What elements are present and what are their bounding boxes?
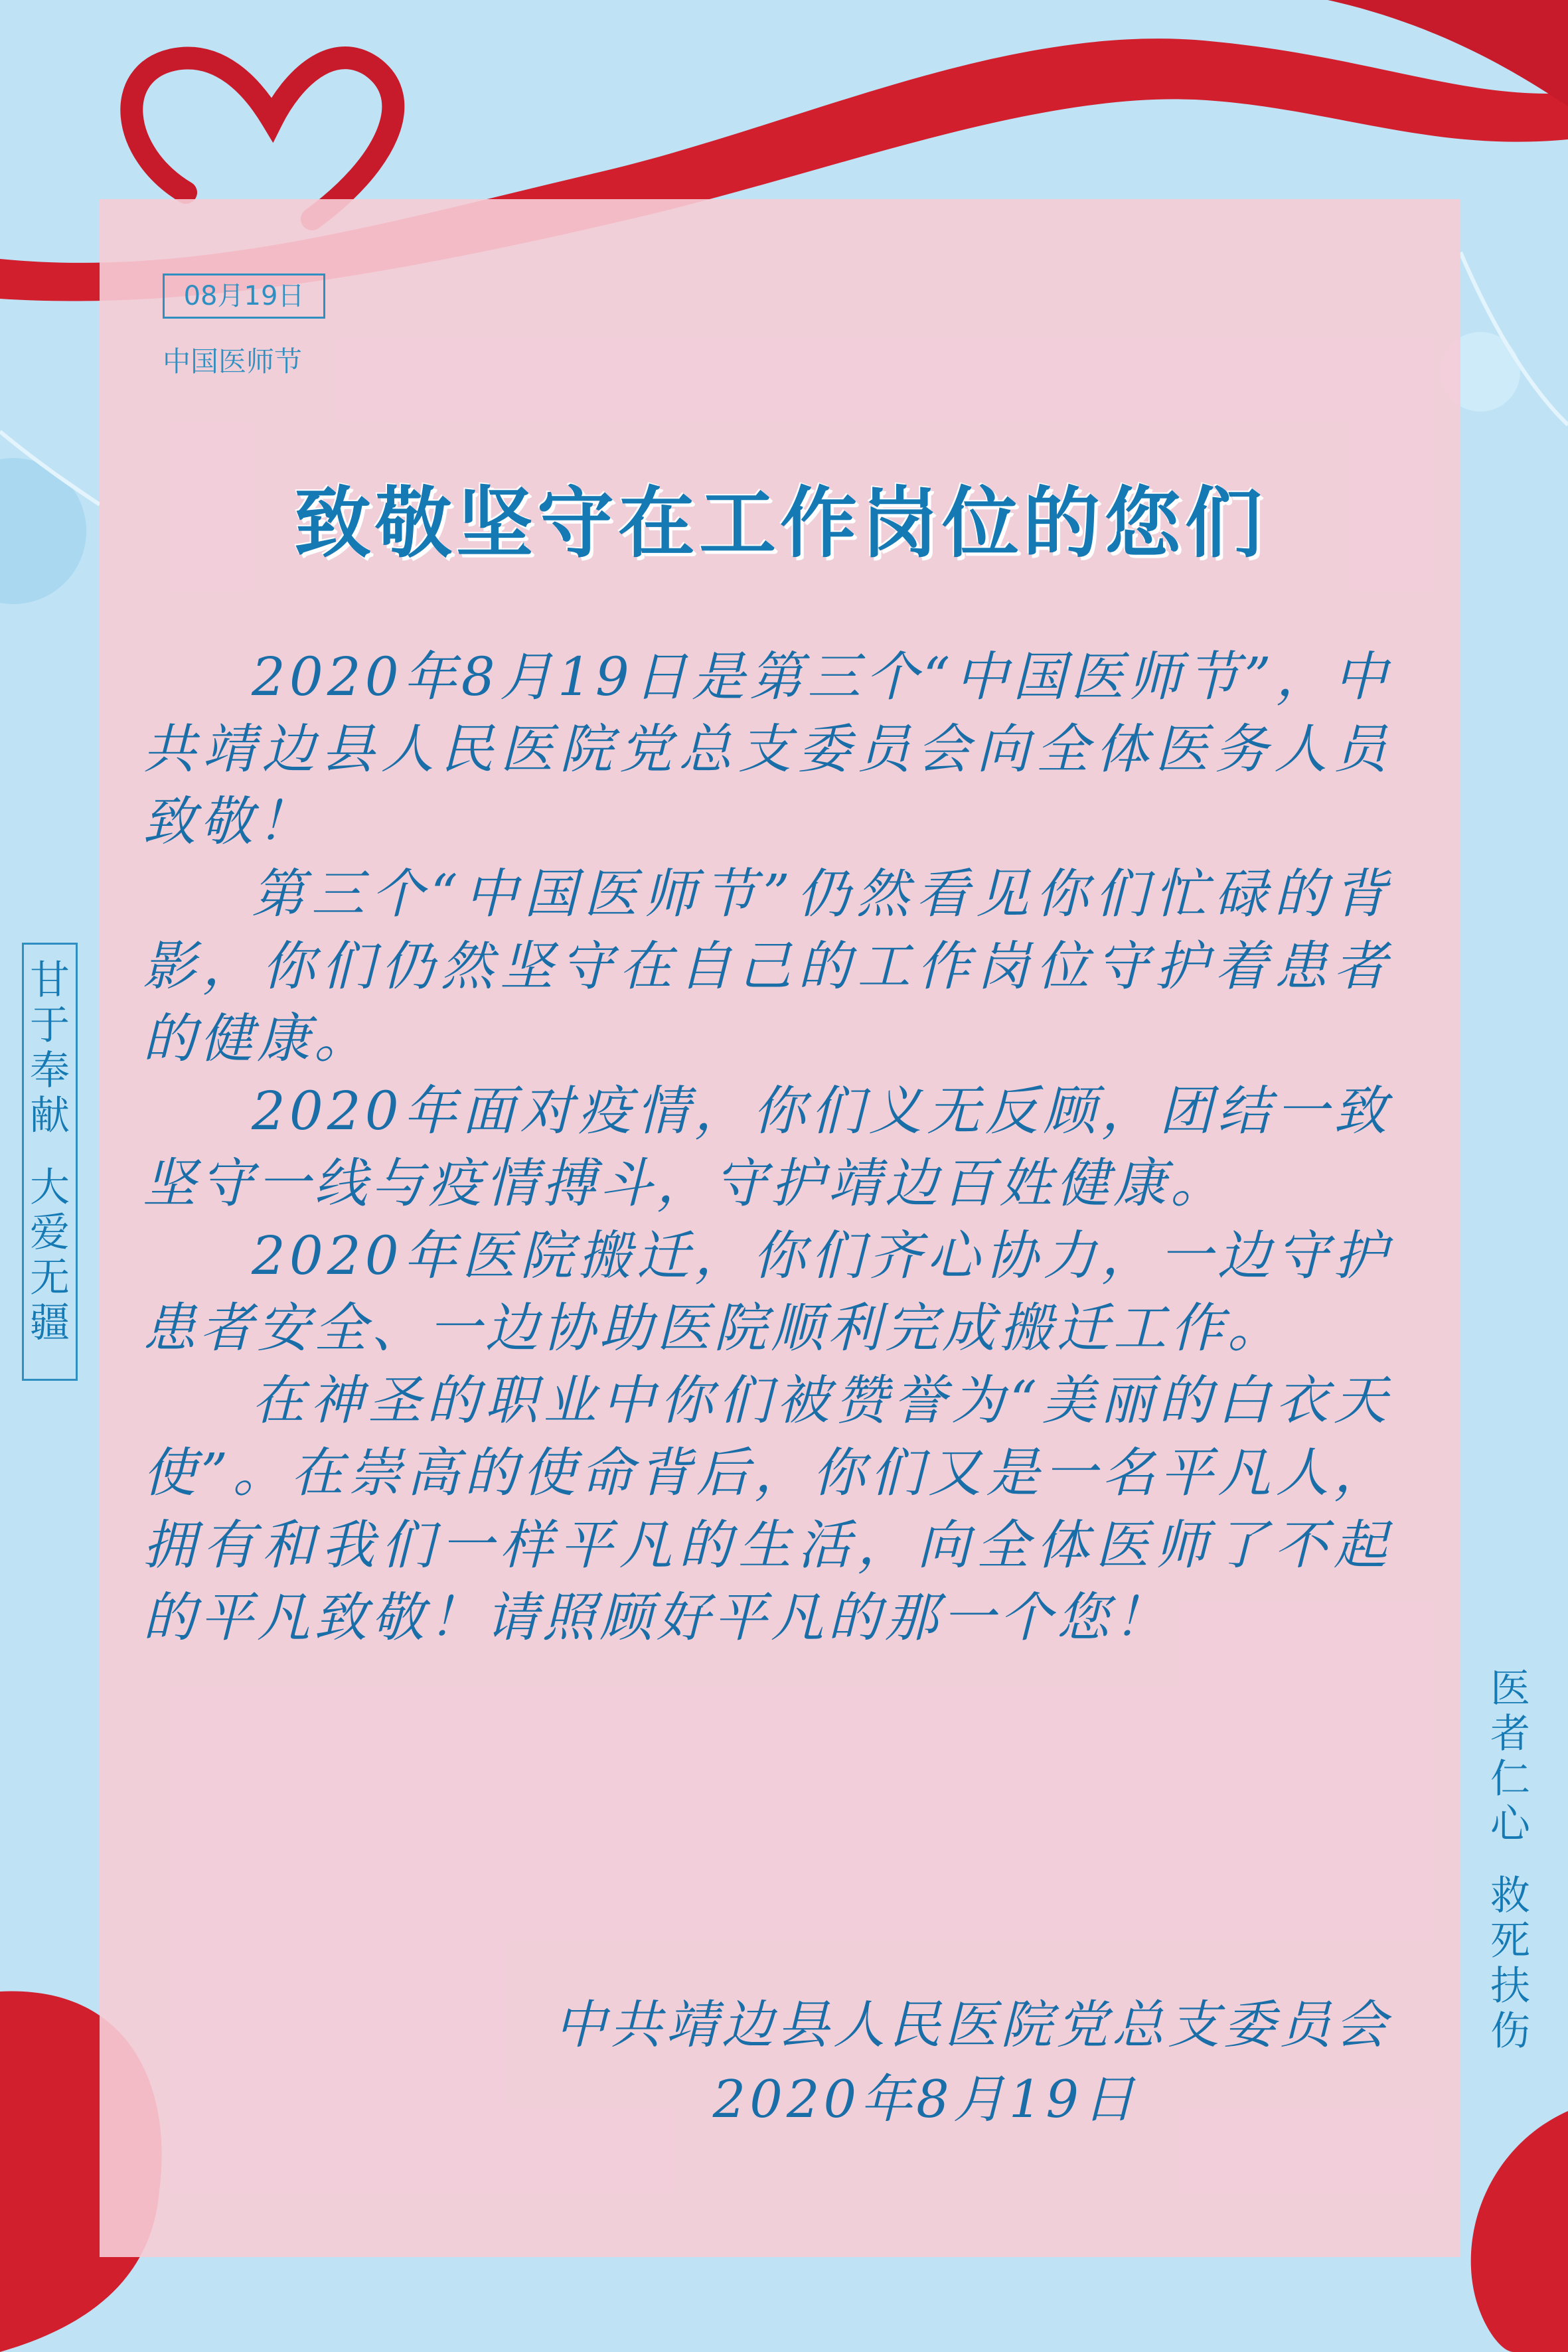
signature-block: [143, 1988, 1391, 2137]
signature-date: 2020年8月19日: [712, 2070, 1138, 2130]
letter-paragraph: 2020年8月19日是第三个“中国医师节”，中共靖边县人民医院党总支委员会向全体医务人员致敬！: [143, 646, 1391, 852]
slogan-char: 扶: [1490, 1963, 1530, 2009]
slogan-char: 奉: [30, 1048, 70, 1094]
slogan-char: 仁: [1490, 1756, 1530, 1802]
letter-paragraph: 在神圣的职业中你们被赞誉为“美丽的白衣天使”。在崇高的使命背后，你们又是一名平凡人，拥有和我们一样平凡的生活，向全体医师了不起的平凡致敬！请照顾好平凡的那一个您！: [143, 1370, 1391, 1648]
letter-paragraph: 第三个“中国医师节”仍然看见你们忙碌的背影，你们仍然坚守在自己的工作岗位守护着患者的健康。: [143, 863, 1391, 1069]
slogan-gap: [1477, 1847, 1543, 1873]
side-slogan-left: [22, 943, 78, 1381]
page-title: 致敬坚守在工作岗位的您们: [294, 479, 1266, 568]
bubble-decoration: [0, 458, 86, 604]
slogan-char: 大: [30, 1164, 70, 1211]
slogan-char: 无: [30, 1255, 70, 1301]
signature-org: 中共靖边县人民医院党总支委员会: [554, 1996, 1391, 2055]
side-slogan-right: [1477, 1666, 1543, 2054]
slogan-char: 死: [1490, 1918, 1530, 1964]
slogan-char: 心: [1490, 1801, 1530, 1847]
slogan-char: 献: [30, 1093, 70, 1139]
slogan-gap: [24, 1138, 76, 1165]
red-ribbon-bottom-right: [1471, 2111, 1568, 2352]
slogan-char: 伤: [1490, 2008, 1530, 2055]
slogan-char: 于: [30, 1002, 70, 1049]
slogan-char: 医: [1490, 1666, 1530, 1712]
letter-body: [143, 641, 1391, 1654]
date-badge: 08月19日: [163, 274, 325, 319]
festival-label: 中国医师节: [163, 345, 303, 378]
slogan-char: 甘: [30, 957, 70, 1004]
slogan-char: 疆: [30, 1300, 70, 1346]
letter-paragraph: 2020年面对疫情，你们义无反顾，团结一致坚守一线与疫情搏斗，守护靖边百姓健康。: [143, 1080, 1391, 1214]
slogan-char: 者: [1490, 1711, 1530, 1757]
letter-paragraph: 2020年医院搬迁，你们齐心协力，一边守护患者安全、一边协助医院顺利完成搬迁工作。: [143, 1225, 1391, 1359]
heart-ribbon: [131, 58, 393, 219]
slogan-char: 爱: [30, 1210, 70, 1256]
slogan-char: 救: [1490, 1873, 1530, 1919]
